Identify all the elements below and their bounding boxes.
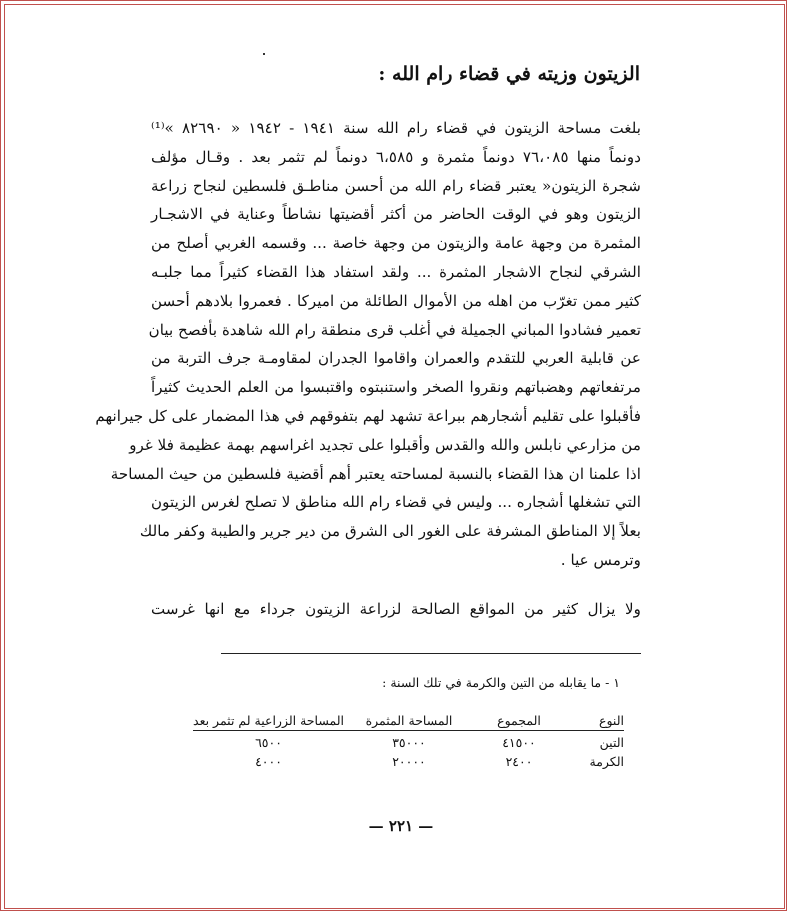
body-paragraph [95, 114, 642, 575]
print-speck [263, 53, 265, 55]
section-heading: الزيتون وزيته في قضاء رام الله : [378, 63, 640, 85]
table-row [193, 731, 624, 751]
body-line: فأقبلوا على تقليم أشجارهم ببراعة تشهد لهم بتفوقهم في هذا المضمار على كل جيرانهم [95, 406, 641, 425]
body-line: بلغت مساحة الزيتون في قضاء رام الله سنة ١٩٤١ - ١٩٤٢ « ٨٢٦٩٠ »⁽¹⁾ [151, 119, 641, 137]
cell-non-fruiting: ٤٠٠٠ [255, 754, 282, 769]
footnote-intro: ١ - ما يقابله من التين والكرمة في تلك السنة : [382, 675, 620, 690]
body-line: شجرة الزيتون« يعتبر قضاء رام الله من أحسن مناطـق فلسطين لنجاح زراعة [151, 176, 641, 195]
body-line: اذا علمنا ان هذا القضاء بالنسبة لمساحته يعتبر أهم أقضية فلسطين من حيث المساحة [110, 464, 641, 483]
second-paragraph: ولا يزال كثير من المواقع الصالحة لزراعة الزيتون جرداء مع انها غرست [151, 600, 641, 618]
footnote-table [193, 713, 624, 769]
body-line: دونماً منها ٧٦،٠٨٥ دونماً مثمرة و ٦،٥٨٥ دونماً لم تثمر بعد . وقـال مؤلف [151, 147, 642, 166]
cell-type: الكرمة [589, 754, 624, 769]
cell-total: ٤١٥٠٠ [502, 735, 536, 750]
body-line: وترمس عيا . [560, 550, 641, 569]
body-line: بعلاً إلا المناطق المشرفة على الغور الى الشرق من دير جرير والطيبة وكفر مالك [139, 522, 641, 541]
header-non-fruiting: المساحة الزراعية لم تثمر بعد [193, 713, 344, 731]
cell-fruiting: ٣٥٠٠٠ [392, 735, 426, 750]
header-fruiting: المساحة المثمرة [344, 713, 474, 731]
cell-total: ٢٤٠٠ [505, 754, 533, 769]
body-line: تعمير فشادوا المباني الجميلة في أغلب قرى منطقة رام الله شاهدة بأفصح بيان [148, 320, 641, 339]
body-line: التي تشغلها أشجاره ... وليس في قضاء رام الله مناطق لا تصلح لغرس الزيتون [151, 493, 641, 512]
body-line: عن قابلية العربي للتقدم والعمران واقاموا الجدران لمقاومـة جرف التربة من [151, 349, 641, 368]
page-number: — ٢٢١ — [368, 817, 434, 835]
body-line: من مزارعي نابلس والله والقدس وأقبلوا على تجديد اغراسهم بهمة عظيمة فلا غرو [129, 435, 641, 454]
cell-type: التين [599, 735, 624, 750]
body-line: كثير ممن تغرّب من اهله من الأموال الطائلة من اميركا . فعمروا بلادهم أحسن [151, 291, 641, 310]
cell-fruiting: ٢٠٠٠٠ [392, 754, 426, 769]
body-line: الشرقي لنجاح الاشجار المثمرة ... ولقد استفاد هذا القضاء كثيراً مما جلبـه [151, 262, 641, 281]
header-total: المجموع [474, 713, 564, 731]
table-row [193, 750, 624, 769]
header-type: النوع [564, 713, 624, 731]
table-header-row [193, 713, 624, 731]
cell-non-fruiting: ٦٥٠٠ [255, 735, 282, 750]
body-line: الزيتون وهو في الوقت الحاضر من أكثر أقضيتها نشاطاً وعناية في الاشجـار [151, 205, 641, 224]
body-line: مرتفعاتهم وهضباتهم ونقروا الصخر واستنبتوه واقتبسوا من العلم الحديث كثيراً [151, 378, 641, 397]
footnote-separator [221, 653, 641, 654]
body-line: المثمرة من وجهة عامة والزيتون من وجهة خاصة ... وقسمه الغربي أصلح من [151, 234, 641, 253]
